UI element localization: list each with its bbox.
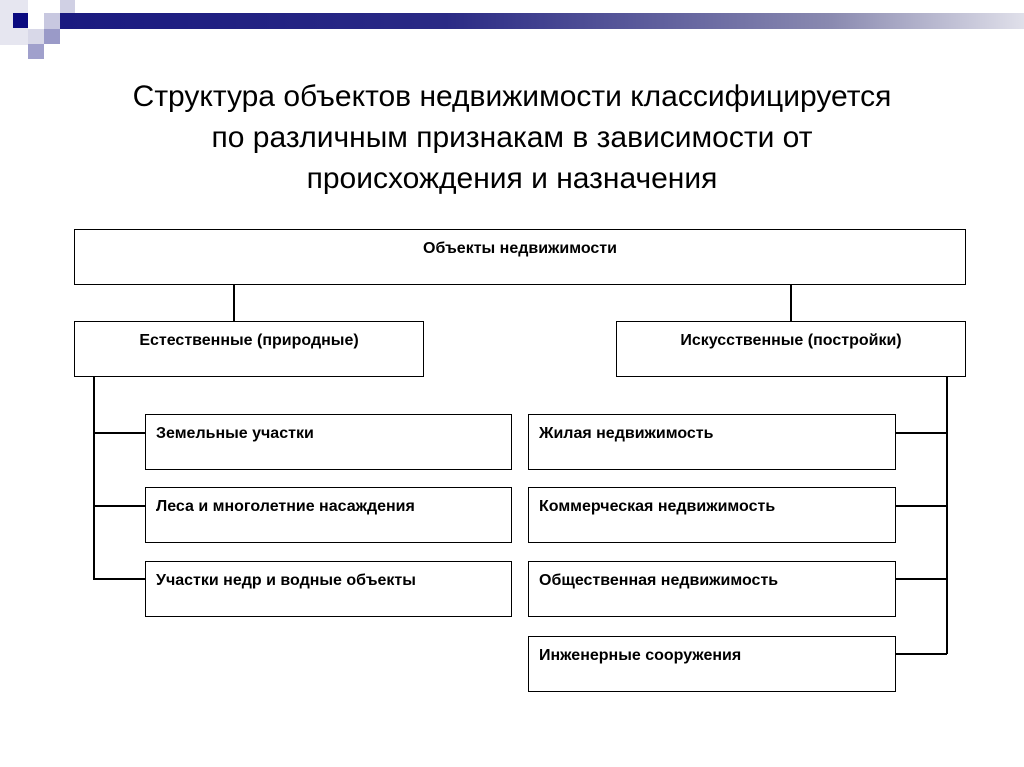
decor-square [13,13,28,28]
connector [895,578,947,580]
connector [233,285,235,321]
title-line: Структура объектов недвижимости классифицируется [132,80,892,113]
slide-title [0,76,1024,199]
root-box: Объекты недвижимости [74,229,966,285]
connector [93,432,145,434]
artificial-box: Искусственные (постройки) [616,321,966,377]
decor-square [28,44,44,59]
connector [93,578,145,580]
connector [946,377,948,654]
header-bar [60,13,1024,29]
artificial-item: Инженерные сооружения [528,636,896,692]
natural-item: Участки недр и водные объекты [145,561,512,617]
artificial-item: Коммерческая недвижимость [528,487,896,543]
title-line: происхождения и назначения [306,162,718,195]
natural-item: Земельные участки [145,414,512,470]
decor-square [28,29,44,44]
connector [895,653,947,655]
natural-box: Естественные (природные) [74,321,424,377]
decor-square [44,13,60,29]
natural-item: Леса и многолетние насаждения [145,487,512,543]
connector [895,432,947,434]
artificial-item: Жилая недвижимость [528,414,896,470]
decor-square [60,0,75,13]
connector [790,285,792,321]
connector [93,505,145,507]
artificial-item: Общественная недвижимость [528,561,896,617]
connector [93,377,95,579]
title-line: по различным признакам в зависимости от [211,121,813,154]
decor-square [44,29,60,44]
connector [895,505,947,507]
